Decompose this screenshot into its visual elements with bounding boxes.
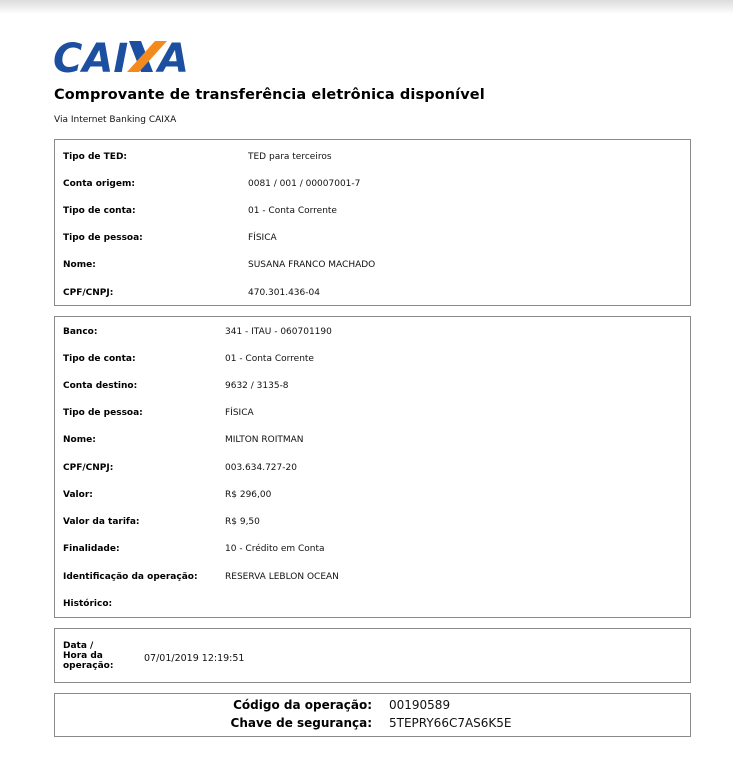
- operation-code-value: 00190589: [389, 698, 451, 712]
- field-label: Valor da tarifa:: [63, 517, 140, 527]
- operation-code-row: [55, 698, 690, 716]
- field-value: FÍSICA: [225, 408, 254, 418]
- field-label: Tipo de pessoa:: [63, 408, 143, 418]
- page-title: Comprovante de transferência eletrônica disponível: [54, 87, 485, 103]
- field-label: CPF/CNPJ:: [63, 463, 114, 473]
- field-label: Tipo de TED:: [63, 152, 128, 162]
- datetime-section: [54, 628, 691, 683]
- field-label: Finalidade:: [63, 544, 120, 554]
- field-value: 0081 / 001 / 00007001-7: [248, 179, 361, 189]
- security-key-value: 5TEPRY66C7AS6K5E: [389, 716, 512, 730]
- field-value: R$ 9,50: [225, 517, 260, 527]
- field-label: Tipo de conta:: [63, 206, 136, 216]
- field-label: Conta origem:: [63, 179, 135, 189]
- datetime-label-line: Data /: [63, 641, 94, 651]
- field-value: 01 - Conta Corrente: [248, 206, 337, 216]
- field-label: Tipo de conta:: [63, 354, 136, 364]
- field-value: RESERVA LEBLON OCEAN: [225, 572, 339, 582]
- detail-row: [55, 179, 690, 193]
- destination-account-section: [54, 316, 691, 618]
- field-value: MILTON ROITMAN: [225, 435, 304, 445]
- field-label: Identificação da operação:: [63, 572, 198, 582]
- detail-row: [55, 463, 690, 477]
- top-shadow: [0, 0, 733, 14]
- detail-row: [55, 354, 690, 368]
- field-label: Nome:: [63, 260, 96, 270]
- datetime-label: [63, 641, 113, 671]
- field-value: SUSANA FRANCO MACHADO: [248, 260, 376, 270]
- detail-row: [55, 233, 690, 247]
- field-value: 10 - Crédito em Conta: [225, 544, 325, 554]
- detail-row: [55, 435, 690, 449]
- caixa-logo: [53, 37, 198, 77]
- field-label: Conta destino:: [63, 381, 138, 391]
- security-key-row: [55, 716, 690, 734]
- logo-letter-a: A: [158, 37, 189, 77]
- detail-row: [55, 572, 690, 586]
- detail-row: [55, 490, 690, 504]
- datetime-label-line: operação:: [63, 661, 114, 671]
- field-label: Banco:: [63, 327, 98, 337]
- datetime-label-line: Hora da: [63, 651, 103, 661]
- field-value: 003.634.727-20: [225, 463, 297, 473]
- detail-row: [55, 599, 690, 613]
- operation-code-label: Código da operação:: [233, 698, 372, 712]
- field-value: 341 - ITAU - 060701190: [225, 327, 332, 337]
- detail-row: [55, 260, 690, 274]
- detail-row: [55, 327, 690, 341]
- field-value: 01 - Conta Corrente: [225, 354, 314, 364]
- security-key-label: Chave de segurança:: [230, 716, 372, 730]
- field-value: R$ 296,00: [225, 490, 272, 500]
- detail-row: [55, 544, 690, 558]
- page-subtitle: Via Internet Banking CAIXA: [54, 115, 177, 125]
- field-value: FÍSICA: [248, 233, 277, 243]
- field-value: 9632 / 3135-8: [225, 381, 289, 391]
- field-label: CPF/CNPJ:: [63, 288, 114, 298]
- detail-row: [55, 517, 690, 531]
- datetime-value: 07/01/2019 12:19:51: [144, 653, 245, 664]
- detail-row: [55, 408, 690, 422]
- field-label: Valor:: [63, 490, 93, 500]
- field-value: 470.301.436-04: [248, 288, 320, 298]
- detail-row: [55, 288, 690, 302]
- detail-row: [55, 152, 690, 166]
- field-value: TED para terceiros: [248, 152, 332, 162]
- security-section: [54, 693, 691, 737]
- detail-row: [55, 206, 690, 220]
- logo-letters-ca: CAI: [53, 37, 129, 77]
- field-label: Tipo de pessoa:: [63, 233, 143, 243]
- origin-account-section: [54, 139, 691, 306]
- field-label: Nome:: [63, 435, 96, 445]
- detail-row: [55, 381, 690, 395]
- field-label: Histórico:: [63, 599, 113, 609]
